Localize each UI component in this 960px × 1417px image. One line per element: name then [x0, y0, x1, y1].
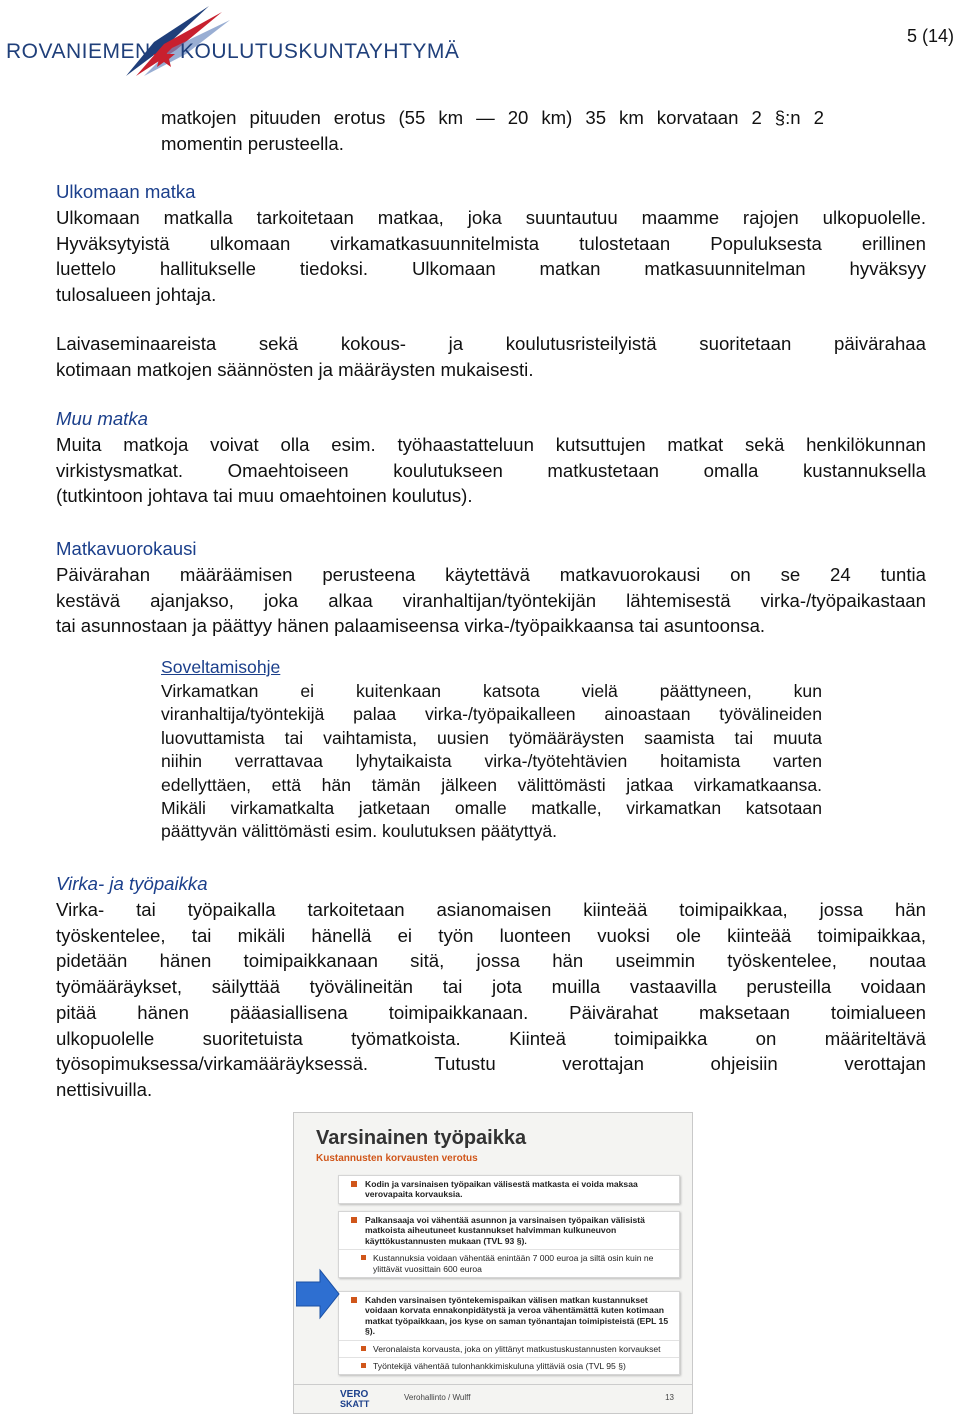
heading-soveltamisohje: Soveltamisohje	[161, 657, 281, 677]
text-line: työskentelee, tai mikäli hänellä ei työn luonteen vuoksi ole kiinteää toimipaikkaa,	[56, 924, 926, 946]
vero-logo-text: VERO	[340, 1389, 369, 1400]
text-line: Mikäli virkamatkalta jatketaan omalle matkalle, virkamatkan katsotaan	[161, 798, 822, 819]
embedded-slide-image	[293, 1112, 693, 1414]
vuorokausi-paragraph	[56, 562, 926, 639]
skatt-logo-text: SKATT	[340, 1399, 370, 1409]
logo-text-left: ROVANIEMEN	[6, 40, 151, 63]
slide-sub-bullet	[339, 1358, 679, 1374]
heading-muu-matka: Muu matka	[56, 408, 148, 429]
vero-logo	[340, 1389, 390, 1409]
slide-box	[338, 1211, 680, 1278]
text-line: tulosalueen johtaja.	[56, 284, 217, 306]
slide-bullet	[339, 1212, 679, 1250]
slide-box	[338, 1175, 680, 1204]
slide-footer-text: Verohallinto / Wulff	[404, 1393, 471, 1402]
heading-matkavuorokausi: Matkavuorokausi	[56, 538, 197, 559]
slide-number: 13	[665, 1393, 674, 1402]
heading-virka-ja-tyopaikka: Virka- ja työpaikka	[56, 873, 208, 894]
text-line: virkistysmatkat. Omaehtoiseen koulutukseen matkustetaan omalla kustannuksella	[56, 459, 926, 481]
text-line: työmääräykset, säilyttää työvälineitän tai jota muilla vastaavilla perusteilla voidaan	[56, 976, 926, 998]
text-line: työsopimuksessa/virkamääräyksessä. Tutustu verottajan ohjeisiin verottajan	[56, 1053, 926, 1075]
text-line: luettelo hallitukselle tiedoksi. Ulkomaan matkan matkasuunnitelman hyväksyy	[56, 258, 926, 280]
laiva-paragraph	[56, 331, 926, 382]
slide-bullet-text: Kahden varsinaisen työntekemispaikan välisen matkan kustannukset voidaan korvata ennakonpidätystä ja veroa vähentämättä kuten kotimaan matkat työpaikkaan, jos kyse on saman työnantajan toimipisteistä (EPL 15 §).	[365, 1295, 669, 1337]
bullet-icon	[361, 1363, 366, 1368]
intro-paragraph	[161, 105, 824, 156]
text-line: nettisivuilla.	[56, 1078, 153, 1100]
slide-bullet-text: Työntekijä vähentää tulonhankkimiskuluna ylittäviä osia (TVL 95 §)	[373, 1361, 626, 1372]
text-line: matkojen pituuden erotus (55 km — 20 km) 35 km korvataan 2 §:n 2	[161, 107, 824, 128]
heading-ulkomaan-matka: Ulkomaan matka	[56, 181, 196, 202]
text-line: niihin verrattavaa lyhytaikaista virka-/työtehtävien hoitamista varten	[161, 751, 822, 772]
slide-sub-bullet	[339, 1250, 679, 1277]
bullet-icon	[361, 1255, 366, 1260]
bullet-icon	[351, 1297, 357, 1303]
text-line: pidetään hänen toimipaikkanaan sitä, jossa hän useimmin työskentelee, noutaa	[56, 950, 926, 972]
soveltamisohje-paragraph	[161, 680, 822, 844]
text-line: päättyvän välittömästi esim. koulutuksen päätyttyä.	[161, 821, 558, 842]
text-line: Hyväksytyistä ulkomaan virkamatkasuunnitelmista tulostetaan Populuksesta erillinen	[56, 232, 926, 254]
text-line: kotimaan matkojen säännösten ja määräysten mukaisesti.	[56, 358, 534, 380]
text-line: Päivärahan määräämisen perusteena käytettävä matkavuorokausi on se 24 tuntia	[56, 564, 926, 585]
text-line: kestävä ajanjakso, joka alkaa viranhaltijan/työntekijän lähtemisestä virka-/työpaikastaan	[56, 589, 926, 611]
slide-bullet	[339, 1292, 679, 1341]
muu-paragraph	[56, 432, 926, 509]
bullet-icon	[361, 1346, 366, 1351]
text-line: viranhaltija/työntekijä palaa virka-/työpaikalleen ainoastaan työvälineiden	[161, 704, 822, 725]
text-line: Ulkomaan matkalla tarkoitetaan matkaa, joka suuntautuu maamme rajojen ulkopuolelle.	[56, 207, 926, 228]
text-line: Virkamatkan ei kuitenkaan katsota vielä päättyneen, kun	[161, 681, 822, 701]
arrow-right-icon	[296, 1268, 340, 1320]
page-number: 5 (14)	[906, 26, 954, 46]
text-line: Laivaseminaareista sekä kokous- ja koulutusristeilyistä suoritetaan päivärahaa	[56, 333, 926, 354]
slide-sub-bullet	[339, 1341, 679, 1358]
text-line: tai asunnostaan ja päättyy hänen palaamiseensa virka-/työpaikkaansa tai asuntoonsa.	[56, 615, 766, 637]
slide-title: Varsinainen työpaikka	[316, 1127, 527, 1149]
slide-bullet-text: Kustannuksia voidaan vähentää enintään 7 000 euroa ja siltä osin kuin ne ylittävät vuosittain 600 euroa	[373, 1253, 654, 1274]
text-line: pitää hänen pääasiallisena toimipaikkanaan. Päivärahat maksetaan toimialueen	[56, 1001, 926, 1023]
text-line: Virka- tai työpaikalla tarkoitetaan asianomaisen kiinteää toimipaikkaa, jossa hän	[56, 899, 926, 920]
slide-footer	[294, 1384, 692, 1413]
organization-logo	[4, 2, 460, 80]
logo-text-right: KOULUTUSKUNTAYHTYMÄ	[180, 40, 460, 63]
slide-bullet-text: Kodin ja varsinaisen työpaikan välisestä matkasta ei voida maksaa verovapaita korvauksia.	[365, 1179, 638, 1200]
tyopaikka-paragraph	[56, 897, 926, 1103]
text-line: edellyttäen, että hän tämän jälkeen välittömästi jatkaa virkamatkaansa.	[161, 774, 822, 795]
text-line: ulkopuolelle suoritetuista työmatkoista. Kiinteä toimipaikka on määriteltävä	[56, 1027, 926, 1049]
slide-subtitle: Kustannusten korvausten verotus	[316, 1153, 478, 1164]
text-line: momentin perusteella.	[161, 132, 344, 154]
slide-bullet	[339, 1176, 679, 1203]
slide-box	[338, 1291, 680, 1375]
bullet-icon	[351, 1217, 357, 1223]
text-line: Muita matkoja voivat olla esim. työhaastatteluun kutsuttujen matkat sekä henkilökunnan	[56, 434, 926, 455]
text-line: luovuttamista tai vaihtamista, uusien työmääräysten saamista tai muuta	[161, 727, 822, 748]
slide-bullet-text: Veronalaista korvausta, joka on ylittänyt matkustuskustannusten korvaukset	[373, 1343, 661, 1354]
slide-bullet-text: Palkansaaja voi vähentää asunnon ja varsinaisen työpaikan välisistä matkoista aiheutuneet kustannukset halvimman kulkuneuvon käyttökustannusten mukaan (TVL 93 §).	[365, 1215, 645, 1246]
bullet-icon	[351, 1181, 357, 1187]
text-line: (tutkintoon johtava tai muu omaehtoinen koulutus).	[56, 485, 473, 507]
ulkomaan-paragraph	[56, 205, 926, 308]
